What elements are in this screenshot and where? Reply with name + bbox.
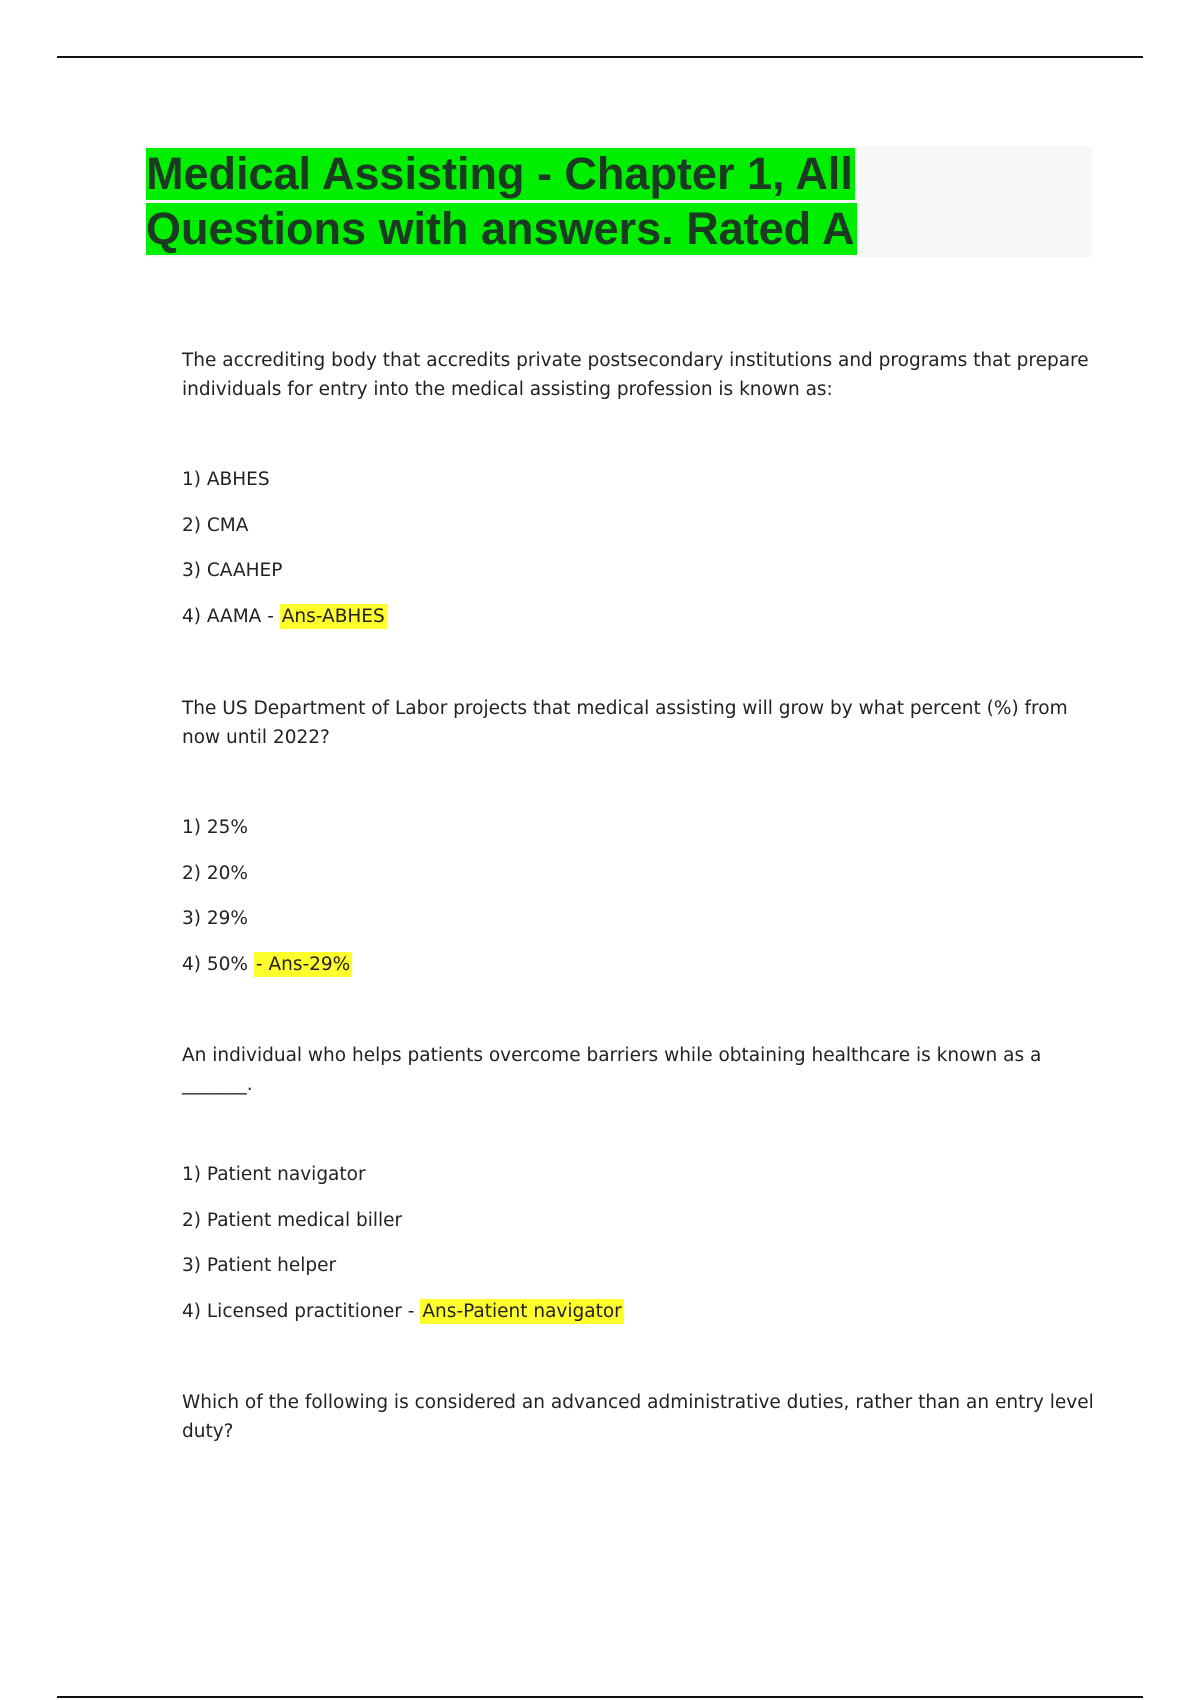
bottom-rule — [57, 1696, 1143, 1698]
option-text: 4) AAMA - — [182, 605, 274, 627]
option-item: 3) 29% — [182, 908, 248, 929]
option-text: 4) 50% — [182, 953, 248, 975]
question-2-options — [182, 805, 352, 987]
option-item: 3) CAAHEP — [182, 560, 283, 581]
question-4-text: Which of the following is considered an advanced administrative duties, rather than an entry level duty? — [182, 1392, 1094, 1442]
question-1-options — [182, 457, 387, 639]
top-rule — [57, 56, 1143, 58]
option-item: 2) CMA — [182, 514, 249, 536]
option-item-last — [182, 594, 387, 640]
option-item-last — [182, 942, 352, 988]
answer-highlight: - Ans-29% — [255, 953, 351, 975]
answer-highlight: Ans-Patient navigator — [422, 1300, 622, 1322]
question-2-text: The US Department of Labor projects that medical assisting will grow by what percent (%) from now until 2022? — [182, 698, 1068, 748]
option-text: 4) Licensed practitioner - — [182, 1300, 415, 1322]
option-item: 2) 20% — [182, 862, 248, 884]
question-3-text: An individual who helps patients overcome barriers while obtaining healthcare is known as a _______. — [182, 1045, 1042, 1095]
option-item: 1) ABHES — [182, 469, 270, 490]
option-item: 3) Patient helper — [182, 1255, 337, 1276]
option-item: 2) Patient medical biller — [182, 1209, 403, 1231]
option-item: 1) 25% — [182, 817, 248, 838]
option-item-last — [182, 1289, 624, 1335]
answer-highlight: Ans-ABHES — [281, 605, 385, 627]
document-title — [146, 146, 906, 256]
title-highlight: Medical Assisting - Chapter 1, All Questions with answers. Rated A — [146, 148, 855, 254]
option-item: 1) Patient navigator — [182, 1164, 366, 1185]
question-1-text: The accrediting body that accredits private postsecondary institutions and programs that prepare individuals for entry into the medical assisting profession is known as: — [182, 350, 1089, 400]
question-3-options — [182, 1152, 624, 1334]
